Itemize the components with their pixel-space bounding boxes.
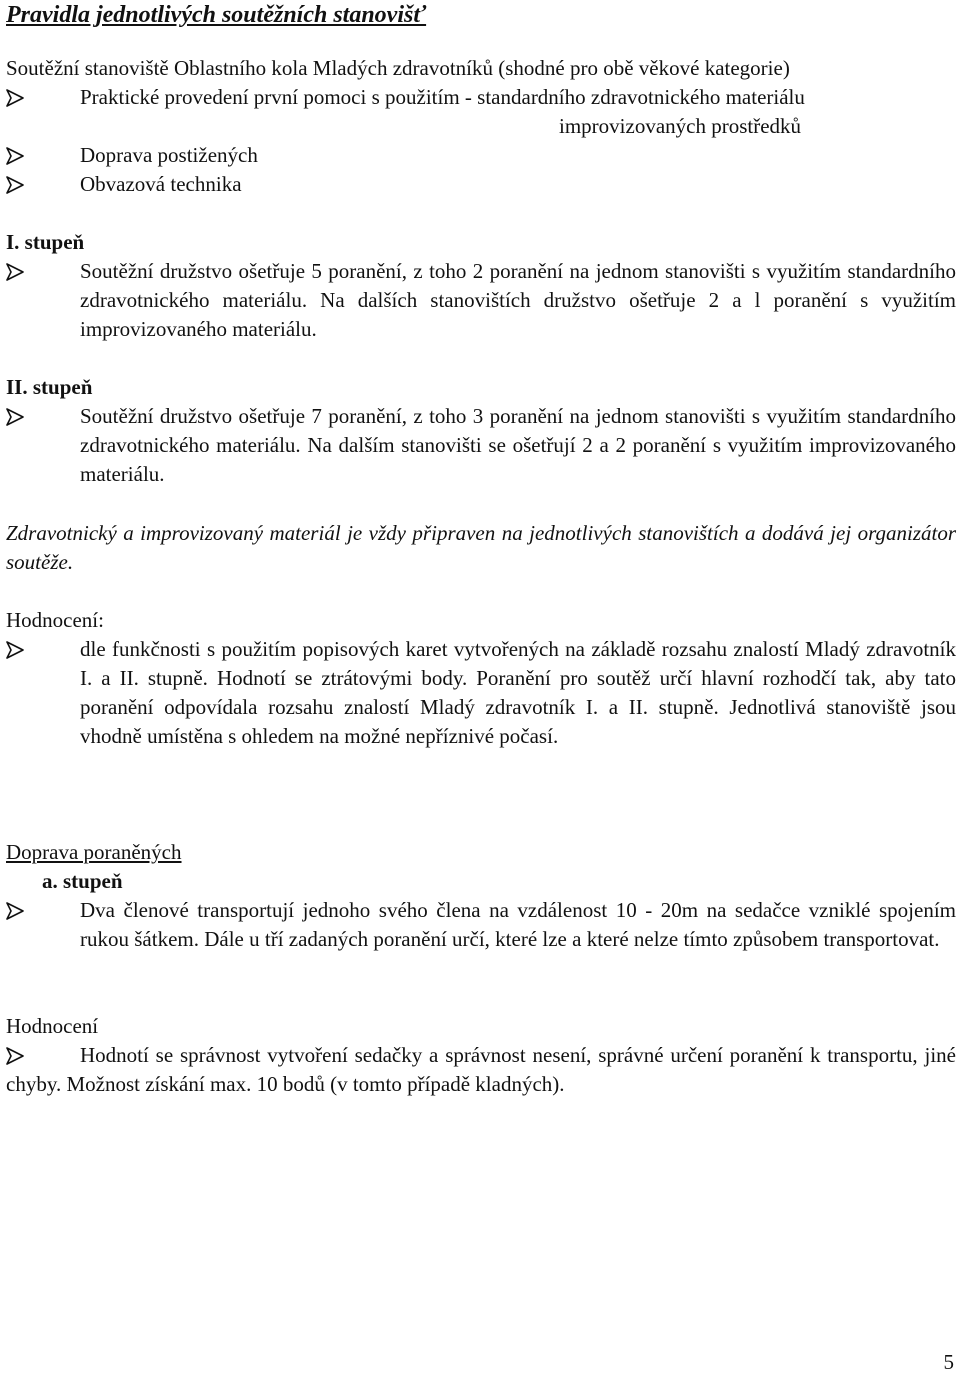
note-paragraph: Zdravotnický a improvizovaný materiál je vždy připraven na jednotlivých stanovištích a dodává jej organizátor soutěže. (6, 521, 956, 574)
section-heading: II. stupeň (6, 375, 93, 399)
list-item: Obvazová technika (6, 170, 956, 199)
arrowhead-bullet-icon (6, 902, 24, 920)
section-heading: Hodnocení: (6, 608, 104, 632)
list-item: dle funkčnosti s použitím popisových karet vytvořených na základě rozsahu znalostí Mladý zdravotník I. a II. stupně. Hodnotí se ztrátovými body. Poranění pro soutěž určí hlavní rozhodčí tak, aby tato poranění odpovídala rozsahu znalostí Mladý zdravotník I. a II. stupně. Jednotlivá stanoviště jsou vhodně umístěna s ohledem na možné nepříznivé počasí. (6, 635, 956, 751)
arrowhead-bullet-icon (6, 263, 24, 281)
list-item: Dva členové transportují jednoho svého člena na vzdálenost 10 - 20m na sedačce vzniklé spojením rukou šátkem. Dále u tří zadaných poranění určí, které lze a které nelze tímto způsobem transportovat. (6, 896, 956, 954)
intro-heading: Soutěžní stanoviště Oblastního kola Mladých zdravotníků (shodné pro obě věkové kategorie) (6, 56, 790, 80)
list-item-continuation: improvizovaných prostředků (559, 114, 802, 138)
list-item: Soutěžní družstvo ošetřuje 5 poranění, z toho 2 poranění na jednom stanovišti s využitím standardního zdravotnického materiálu. Na dalších stanovištích družstvo ošetřuje 2 a l poranění s využitím improvizovaného materiálu. (6, 257, 956, 344)
evaluation-section (6, 606, 956, 751)
list-item: Praktické provedení první pomoci s použitím - standardního zdravotnického materiálu (6, 83, 956, 112)
arrowhead-bullet-icon (6, 89, 24, 107)
page-number: 5 (943, 1350, 954, 1374)
arrowhead-bullet-icon (6, 641, 24, 659)
arrowhead-bullet-icon (6, 147, 24, 165)
arrowhead-bullet-icon (6, 176, 24, 194)
list-item: Soutěžní družstvo ošetřuje 7 poranění, z toho 3 poranění na jednom stanovišti s využitím standardního zdravotnického materiálu. Na dalším stanovišti se ošetřují 2 a 2 poranění s využitím improvizovaného materiálu. (6, 402, 956, 489)
arrowhead-bullet-icon (6, 1047, 24, 1065)
stage-2-section (6, 373, 956, 489)
list-item: Hodnotí se správnost vytvoření sedačky a správnost nesení, správné určení poranění k transportu, jiné chyby. Možnost získání max. 10 bodů (v tomto případě kladných). (6, 1043, 956, 1096)
intro-section (6, 54, 956, 199)
transport-evaluation-section (6, 1012, 956, 1099)
transport-section (6, 838, 956, 954)
page-title: Pravidla jednotlivých soutěžních stanovišť (6, 2, 427, 28)
subsection-heading: a. stupeň (42, 869, 123, 893)
section-heading: Hodnocení (6, 1014, 99, 1038)
list-item: Doprava postižených (6, 141, 956, 170)
section-heading: Doprava poraněných (6, 840, 182, 864)
arrowhead-bullet-icon (6, 408, 24, 426)
stage-1-section (6, 228, 956, 344)
section-heading: I. stupeň (6, 230, 85, 254)
